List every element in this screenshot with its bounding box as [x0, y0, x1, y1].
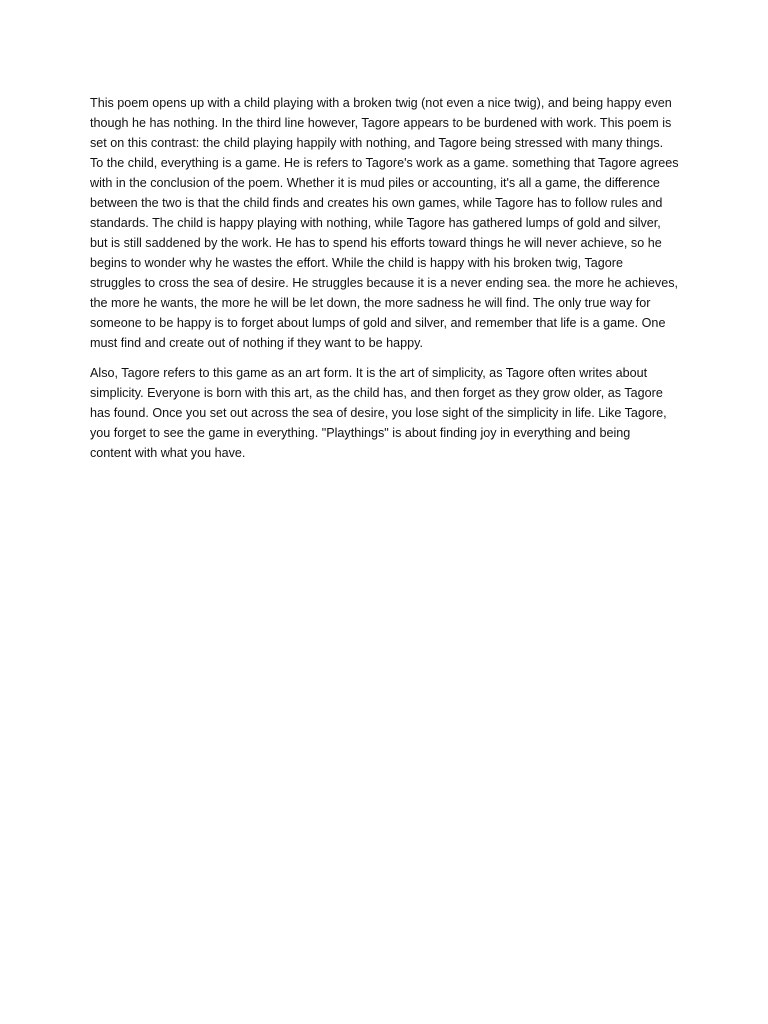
- text-line: set on this contrast: the child playing happily with nothing, and Tagore being stressed with many things.: [90, 136, 664, 150]
- text-line: with in the conclusion of the poem. Whether it is mud piles or accounting, it's all a game, the difference: [90, 176, 660, 190]
- text-line: the more he wants, the more he will be let down, the more sadness he will find. The only true way for: [90, 296, 651, 310]
- text-line: between the two is that the child finds and creates his own games, while Tagore has to follow rules and: [90, 196, 663, 210]
- text-line: To the child, everything is a game. He is refers to Tagore's work as a game. something that Tagore agrees: [90, 156, 679, 170]
- paragraph-2: [90, 363, 680, 463]
- text-line: standards. The child is happy playing with nothing, while Tagore has gathered lumps of gold and silver,: [90, 216, 661, 230]
- paragraph-1: [90, 93, 680, 353]
- text-line: simplicity. Everyone is born with this art, as the child has, and then forget as they grow older, as Tagore: [90, 386, 663, 400]
- text-line: someone to be happy is to forget about lumps of gold and silver, and remember that life is a game. One: [90, 316, 666, 330]
- text-line: you forget to see the game in everything. "Playthings" is about finding joy in everything and being: [90, 426, 631, 440]
- text-line: This poem opens up with a child playing with a broken twig (not even a nice twig), and being happy even: [90, 96, 672, 110]
- text-line: Also, Tagore refers to this game as an art form. It is the art of simplicity, as Tagore often writes about: [90, 366, 648, 380]
- document-body: [90, 93, 680, 473]
- text-line: but is still saddened by the work. He has to spend his efforts toward things he will never achieve, so he: [90, 236, 662, 250]
- text-line: must find and create out of nothing if they want to be happy.: [90, 336, 424, 350]
- text-line: begins to wonder why he wastes the effort. While the child is happy with his broken twig, Tagore: [90, 256, 623, 270]
- text-line: though he has nothing. In the third line however, Tagore appears to be burdened with work. This poem is: [90, 116, 672, 130]
- text-line: struggles to cross the sea of desire. He struggles because it is a never ending sea. the more he achieves,: [90, 276, 679, 290]
- text-line: has found. Once you set out across the sea of desire, you lose sight of the simplicity in life. Like Tagore,: [90, 406, 667, 420]
- text-line: content with what you have.: [90, 446, 246, 460]
